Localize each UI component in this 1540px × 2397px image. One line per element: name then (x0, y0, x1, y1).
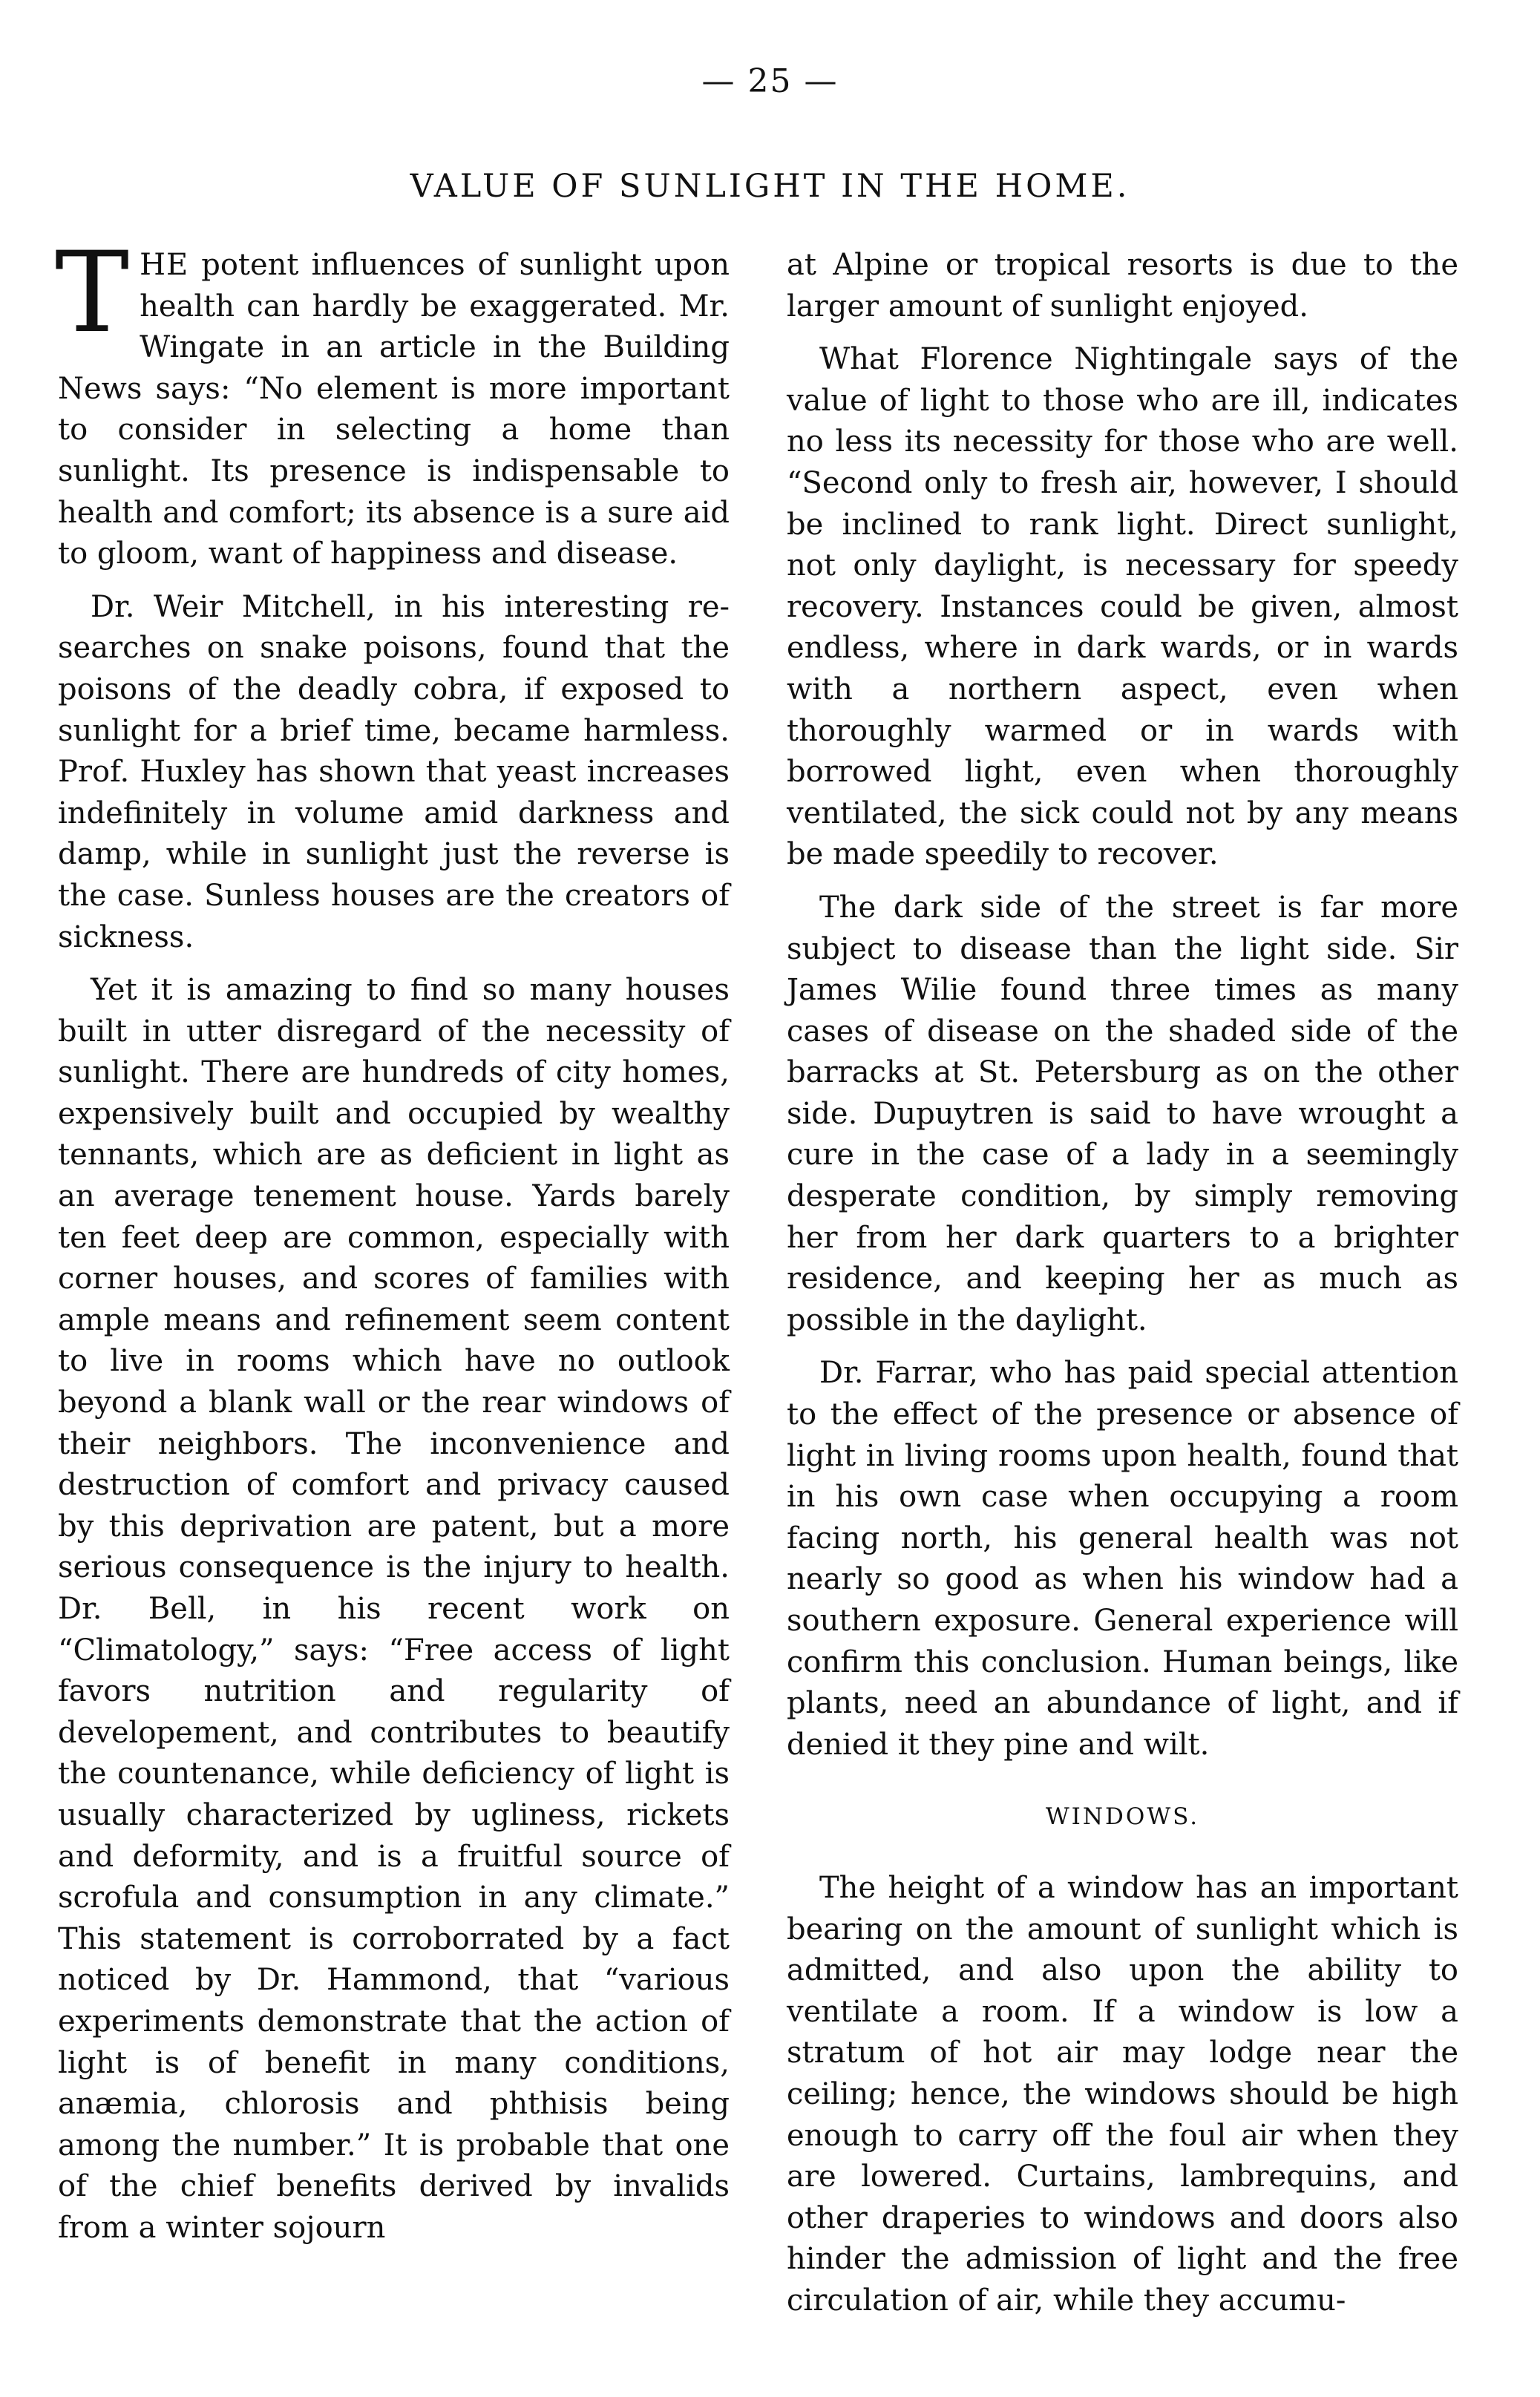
lead-in: HE (140, 248, 189, 282)
page-number: — 25 — (701, 62, 839, 100)
article-paragraph: at Alpine or tropical resorts is due to the larger amount of sunlight enjoyed. (787, 248, 1458, 324)
drop-cap: T (55, 229, 130, 358)
page-title: VALUE OF SUNLIGHT IN THE HOME. (410, 168, 1130, 205)
article-paragraph: What Florence Nightingale says of the value of light to those who are ill, indicates no less its necessity for those who are well. “Second only to fresh air, however, I should be inclined to rank light. Direct sunlight, not only daylight, is necessary for speedy recovery. Instances could be given, almost endless, where in dark wards, or in wards with a northern aspect, even when thoroughly warmed or in wards with borrowed light, even when thoroughly ventilated, the sick could not by any means be made speedily to recover. (787, 342, 1458, 872)
article-paragraph: The dark side of the street is far more subject to disease than the light side. Sir James Wilie found three times as many cases of disease on the shaded side of the barracks at St. Petersburg as on the other side. Dupuytren is said to have wrought a cure in the case of a lady in a seemingly desperate condition, by simply removing her from her dark quarters to a brighter residence, and keeping her as much as possible in the daylight. (787, 890, 1458, 1337)
left-column (55, 229, 730, 2261)
section-subheading: WINDOWS. (1045, 1803, 1200, 1831)
article-paragraph: Dr. Farrar, who has paid special attention to the effect of the presence or absence of light in living rooms upon health, found that in his own case when occupying a room facing north, his general health was not nearly so good as when his window had a southern exposure. General experience will confirm this conclusion. Human beings, like plants, need an abundance of light, and if denied it they pine and wilt. (787, 1356, 1458, 1762)
right-column (787, 245, 1458, 2334)
article-paragraph (55, 229, 730, 575)
paragraph-text: potent influences of sunlight upon health can hardly be exaggerated. Mr. Wingate in an article in the Building News says: “No element is more important to consider in selecting a home than sunlight. Its presence is indispensable to health and comfort; its absence is a sure aid to gloom, want of happiness and disease. (58, 248, 730, 571)
article-paragraph: Yet it is amazing to find so many houses built in utter disregard of the necessity of sunlight. There are hundreds of city homes, expensively built and occupied by wealthy tennants, which are as deficient in light as an average tenement house. Yards barely ten feet deep are common, especially with corner houses, and scores of families with ample means and refinement seem content to live in rooms which have no outlook beyond a blank wall or the rear windows of their neighbors. The inconvenience and destruction of comfort and privacy caused by this deprivation are patent, but a more serious consequence is the injury to health. Dr. Bell, in his recent work on “Climatology,” says: “Free access of light favors nutrition and regularity of developement, and contributes to beautify the countenance, while deficiency of light is usually characterized by ugliness, rickets and deformity, and is a fruitful source of scrofula and consumption in any climate.” This statement is corroborrated by a fact noticed by Dr. Hammond, that “various experiments demonstrate that the action of light is of benefit in many conditions, anæmia, chlorosis and phthisis being among the number.” It is probable that one of the chief benefits derived by invalids from a winter sojourn (58, 973, 730, 2245)
article-paragraph: Dr. Weir Mitchell, in his interesting researches on snake poisons, found that the poisons of the deadly cobra, if exposed to sunlight for a brief time, became harmless. Prof. Huxley has shown that yeast increases indefinitely in volume amid darkness and damp, while in sunlight just the reverse is the case. Sunless houses are the creators of sickness. (58, 589, 730, 954)
article-paragraph: The height of a window has an important bearing on the amount of sunlight which is admitted, and also upon the ability to ventilate a room. If a window is low a stratum of hot air may lodge near the ceiling; hence, the windows should be high enough to carry off the foul air when they are lowered. Curtains, lambrequins, and other draperies to windows and doors also hinder the admission of light and the free circulation of air, while they accumu- (787, 1870, 1458, 2318)
